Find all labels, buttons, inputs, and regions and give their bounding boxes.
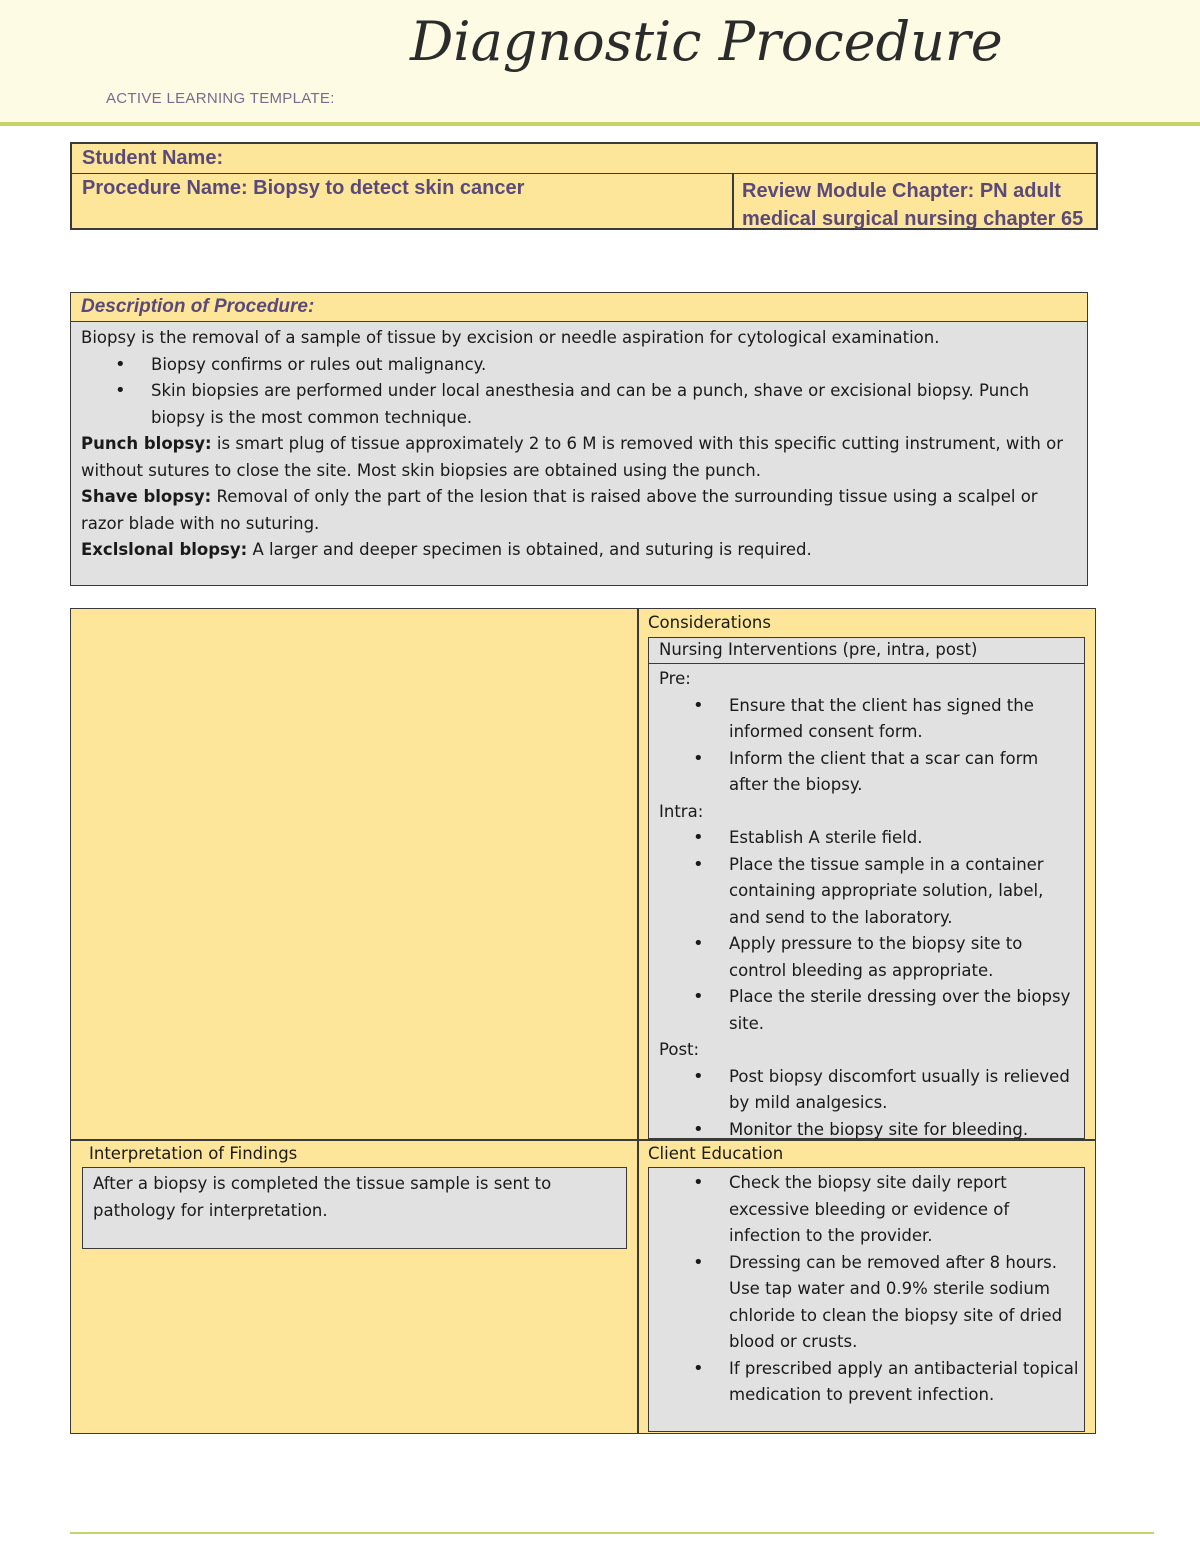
description-intro: Biopsy is the removal of a sample of tissue by excision or needle aspiration for cytological examination. <box>81 328 940 347</box>
excisional-biopsy-label: Exclslonal blopsy: <box>81 540 248 559</box>
list-item: • Skin biopsies are performed under local anesthesia and can be a punch, shave or excisional biopsy. Punch biopsy is the most common technique. <box>81 378 1077 431</box>
pre-list <box>659 693 1079 799</box>
client-education-list <box>659 1170 1079 1409</box>
identity-table <box>70 142 1098 230</box>
excisional-biopsy-text: A larger and deeper specimen is obtained, and suturing is required. <box>247 540 812 559</box>
list-item: • Place the tissue sample in a container containing appropriate solution, label, and send to the laboratory. <box>659 852 1079 932</box>
post-list <box>659 1064 1079 1144</box>
interpretation-label: Interpretation of Findings <box>89 1144 298 1163</box>
list-item: • Post biopsy discomfort usually is relieved by mild analgesics. <box>659 1064 1079 1117</box>
shave-biopsy-paragraph <box>81 484 1077 537</box>
description-heading: Description of Procedure: <box>81 296 315 317</box>
client-education-label: Client Education <box>648 1144 784 1163</box>
column-divider <box>637 609 639 1433</box>
interpretation-box: After a biopsy is completed the tissue sample is sent to pathology for interpretation. <box>82 1167 627 1249</box>
description-body <box>81 325 1077 564</box>
header-band <box>0 0 1200 126</box>
client-education-body <box>659 1170 1079 1409</box>
list-item: • Ensure that the client has signed the informed consent form. <box>659 693 1079 746</box>
intra-label: Intra: <box>659 801 704 821</box>
post-label: Post: <box>659 1040 700 1059</box>
excisional-biopsy-paragraph <box>81 537 1077 564</box>
list-item: • Biopsy confirms or rules out malignancy. <box>81 352 1077 379</box>
footer-rule <box>70 1532 1154 1534</box>
nursing-interventions-box <box>648 637 1085 1139</box>
pre-label: Pre: <box>659 669 691 688</box>
punch-biopsy-text: is smart plug of tissue approximately 2 to 6 M is removed with this specific cutting instrument, with or without sutures to close the site. Most skin biopsies are obtained using the punch. <box>81 434 1064 480</box>
list-item: • Check the biopsy site daily report excessive bleeding or evidence of infection to the provider. <box>659 1170 1079 1250</box>
student-name-row <box>72 144 1096 174</box>
client-education-box <box>648 1167 1085 1432</box>
description-section <box>70 292 1088 586</box>
nursing-interventions-body <box>659 666 1079 1143</box>
list-item: • If prescribed apply an antibacterial topical medication to prevent infection. <box>659 1356 1079 1409</box>
template-label: ACTIVE LEARNING TEMPLATE: <box>106 90 335 107</box>
shave-biopsy-text: Removal of only the part of the lesion that is raised above the surrounding tissue using a scalpel or razor blade with no suturing. <box>81 487 1038 533</box>
intra-list <box>659 825 1079 1037</box>
nursing-interventions-label: Nursing Interventions (pre, intra, post) <box>649 638 1084 664</box>
punch-biopsy-paragraph <box>81 431 1077 484</box>
description-heading-row <box>71 293 1087 322</box>
review-module: Review Module Chapter: PN adult medical surgical nursing chapter 65 <box>742 180 1084 230</box>
list-item: • Dressing can be removed after 8 hours. Use tap water and 0.9% sterile sodium chloride to clean the biopsy site of dried blood or crusts. <box>659 1250 1079 1356</box>
punch-biopsy-label: Punch blopsy: <box>81 434 212 453</box>
list-item: • Inform the client that a scar can form after the biopsy. <box>659 746 1079 799</box>
description-bullets <box>81 352 1077 432</box>
shave-biopsy-label: Shave blopsy: <box>81 487 212 506</box>
identity-divider <box>732 174 734 230</box>
list-item: • Establish A sterile field. <box>659 825 1079 852</box>
list-item: • Monitor the biopsy site for bleeding. <box>659 1117 1079 1144</box>
document-title: Diagnostic Procedure <box>410 10 1003 73</box>
procedure-name: Procedure Name: Biopsy to detect skin cancer <box>82 177 525 199</box>
list-item: • Apply pressure to the biopsy site to control bleeding as appropriate. <box>659 931 1079 984</box>
student-name-label: Student Name: <box>82 147 224 169</box>
considerations-label: Considerations <box>648 613 771 632</box>
list-item: • Place the sterile dressing over the biopsy site. <box>659 984 1079 1037</box>
main-grid <box>70 608 1096 1434</box>
